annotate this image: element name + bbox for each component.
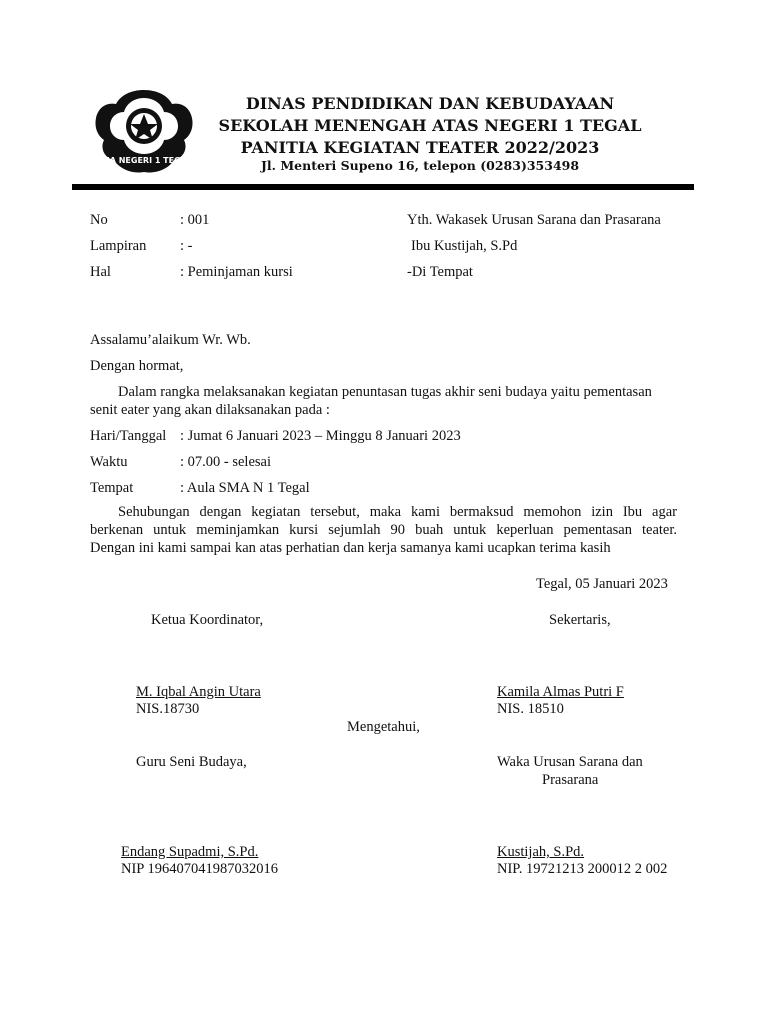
waktu-value: : 07.00 - selesai xyxy=(180,454,272,470)
hari-value: : Jumat 6 Januari 2023 – Minggu 8 Januari 2023 xyxy=(180,428,461,444)
guru-title: Guru Seni Budaya, xyxy=(136,754,247,770)
closing-line2: berkenan untuk meminjamkan kursi sejumlah 90 buah untuk keperluan pementasan teater. xyxy=(90,522,677,538)
closing-line1: Sehubungan dengan kegiatan tersebut, maka kami bermaksud memohon izin Ibu agar xyxy=(118,504,677,520)
lampiran-label: Lampiran xyxy=(90,238,147,254)
sekretaris-name: Kamila Almas Putri F xyxy=(497,684,624,700)
greeting: Assalamu’alaikum Wr. Wb. xyxy=(90,332,251,348)
lampiran-value: : - xyxy=(180,238,193,254)
date-place: Tegal, 05 Januari 2023 xyxy=(536,576,668,592)
hal-label: Hal xyxy=(90,264,111,280)
waka-name: Kustijah, S.Pd. xyxy=(497,844,585,860)
svg-text:SMA NEGERI 1 TEGAL: SMA NEGERI 1 TEGAL xyxy=(96,156,192,165)
hal-value: : Peminjaman kursi xyxy=(180,264,293,280)
intro-line2: senit eater yang akan dilaksanakan pada : xyxy=(90,402,330,418)
ketua-id: NIS.18730 xyxy=(136,701,200,717)
waka-title-line2: Prasarana xyxy=(542,772,599,788)
no-label: No xyxy=(90,212,108,228)
sekretaris-id: NIS. 18510 xyxy=(497,701,564,717)
recipient-line1: Yth. Wakasek Urusan Sarana dan Prasarana xyxy=(407,212,661,228)
recipient-line3: -Di Tempat xyxy=(407,264,473,280)
tempat-value: : Aula SMA N 1 Tegal xyxy=(180,480,310,496)
sekretaris-title: Sekertaris, xyxy=(549,612,611,628)
letterhead-line1: DINAS PENDIDIKAN DAN KEBUDAYAAN xyxy=(245,94,615,113)
letterhead-line2: SEKOLAH MENENGAH ATAS NEGERI 1 TEGAL xyxy=(218,116,642,135)
mengetahui: Mengetahui, xyxy=(347,719,420,735)
no-value: : 001 xyxy=(180,212,210,228)
salutation: Dengan hormat, xyxy=(90,358,184,374)
letterhead-line3: PANITIA KEGIATAN TEATER 2022/2023 xyxy=(240,138,600,157)
waka-id: NIP. 19721213 200012 2 002 xyxy=(497,861,668,877)
hari-label: Hari/Tanggal xyxy=(90,428,167,444)
waka-title-line1: Waka Urusan Sarana dan xyxy=(497,754,643,770)
recipient-line2: Ibu Kustijah, S.Pd xyxy=(411,238,518,254)
school-logo xyxy=(90,86,198,176)
waktu-label: Waktu xyxy=(90,454,128,470)
letterhead-divider xyxy=(72,184,694,190)
guru-id: NIP 196407041987032016 xyxy=(121,861,278,877)
guru-name: Endang Supadmi, S.Pd. xyxy=(121,844,259,860)
tempat-label: Tempat xyxy=(90,480,134,496)
ketua-name: M. Iqbal Angin Utara xyxy=(136,684,261,700)
intro-line1: Dalam rangka melaksanakan kegiatan penuntasan tugas akhir seni budaya yaitu pementasan xyxy=(118,384,652,400)
letterhead-address: Jl. Menteri Supeno 16, telepon (0283)353498 xyxy=(260,158,580,173)
ketua-title: Ketua Koordinator, xyxy=(151,612,264,628)
closing-line3: Dengan ini kami sampai kan atas perhatian dan kerja samanya kami ucapkan terima kasih xyxy=(90,540,611,556)
